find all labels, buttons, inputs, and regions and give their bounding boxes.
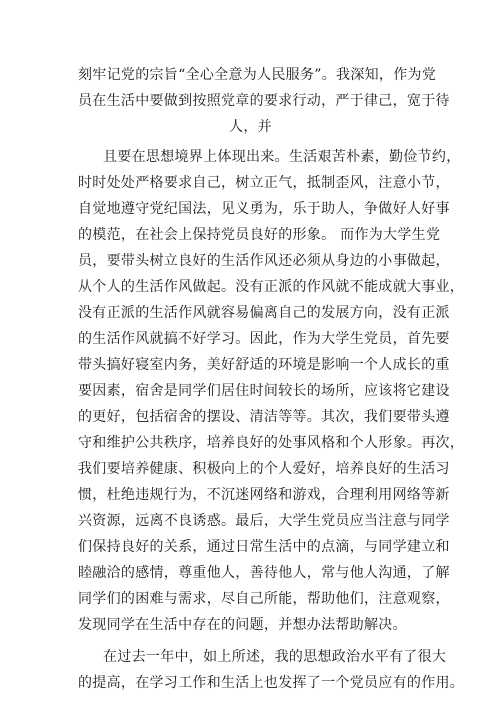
text-line: 同学们的困难与需求，尽自己所能，帮助他们，注意观察， bbox=[78, 591, 450, 607]
text-line: 兴资源，远离不良诱惑。最后，大学生党员应当注意与同学 bbox=[78, 513, 450, 529]
text-line: 自觉地遵守党纪国法，见义勇为，乐于助人，争做好人好事 bbox=[78, 201, 450, 217]
text-line: 的提高，在学习工作和生活上也发挥了一个党员应有的作用。 bbox=[78, 675, 465, 691]
text-line: 的更好，包括宿舍的摆设、清洁等等。其次，我们要带头遵 bbox=[78, 409, 450, 425]
text-line: 时时处处严格要求自己，树立正气，抵制歪风，注意小节， bbox=[78, 175, 450, 191]
text-line: 睦融洽的感情，尊重他人，善待他人，常与他人沟通，了解 bbox=[78, 565, 450, 581]
text-line: 的生活作风就搞不好学习。因此，作为大学生党员，首先要 bbox=[78, 331, 450, 347]
text-line: 我们要培养健康、积极向上的个人爱好，培养良好的生活习 bbox=[78, 461, 450, 477]
text-line: 带头搞好寝室内务，美好舒适的环境是影响一个人成长的重 bbox=[78, 357, 450, 373]
text-line: 员在生活中要做到按照党章的要求行动，严于律己，宽于待 bbox=[78, 93, 450, 109]
text-line: 惯，杜绝违规行为，不沉迷网络和游戏，合理利用网络等新 bbox=[78, 487, 450, 503]
text-line: 从个人的生活作风做起。没有正派的作风就不能成就大事业， bbox=[78, 279, 465, 295]
paragraph-start-line: 在过去一年中，如上所述，我的思想政治水平有了很大 bbox=[103, 649, 447, 665]
text-line: 人，并 bbox=[229, 119, 272, 135]
text-line: 刻牢记党的宗旨“全心全意为人民服务”。我深知，作为党 bbox=[78, 67, 437, 83]
text-line: 守和维护公共秩序，培养良好的处事风格和个人形象。再次， bbox=[78, 435, 465, 451]
text-line: 的模范，在社会上保持党员良好的形象。 而作为大学生党 bbox=[78, 227, 441, 243]
text-line: 发现同学在生活中存在的问题，并想办法帮助解决。 bbox=[78, 617, 407, 633]
text-line: 们保持良好的关系，通过日常生活中的点滴，与同学建立和 bbox=[78, 539, 450, 555]
text-line: 要因素，宿舍是同学们居住时间较长的场所，应该将它建设 bbox=[78, 383, 450, 399]
text-line: 没有正派的生活作风就容易偏离自己的发展方向，没有正派 bbox=[78, 305, 450, 321]
paragraph-start-line: 且要在思想境界上体现出来。生活艰苦朴素，勤俭节约， bbox=[103, 149, 461, 165]
text-line: 员，要带头树立良好的生活作风还必须从身边的小事做起， bbox=[78, 253, 450, 269]
